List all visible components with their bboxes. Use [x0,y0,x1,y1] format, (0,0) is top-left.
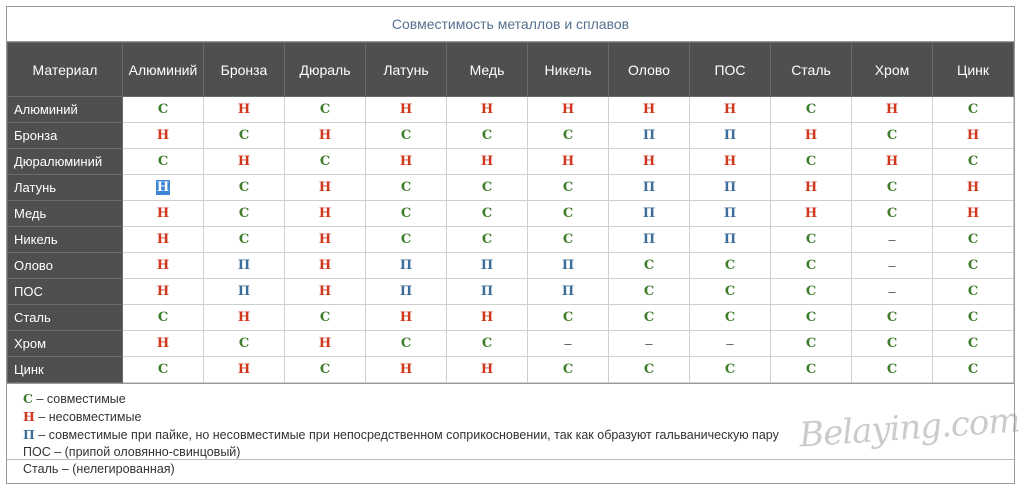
cell-value: С [724,362,736,377]
table-cell [528,253,609,279]
row-header: Хром [8,331,123,357]
cell-value: Н [156,206,170,221]
cell-value: Н [480,154,494,169]
table-cell [366,253,447,279]
table-cell [204,253,285,279]
table-cell [285,175,366,201]
cell-value: Н [399,154,413,169]
table-cell [609,97,690,123]
cell-value: С [157,310,169,325]
table-row [8,123,1014,149]
cell-value: С [319,310,331,325]
cell-value: Н [885,154,899,169]
table-cell [447,279,528,305]
column-header: Сталь [771,43,852,97]
cell-value: П [642,232,656,247]
table-cell [528,149,609,175]
cell-value: С [562,180,574,195]
cell-value: Н [318,180,332,195]
table-cell [771,201,852,227]
table-cell [690,331,771,357]
cell-value: С [481,206,493,221]
table-cell [528,123,609,149]
cell-value: С [481,336,493,351]
cell-value: С [967,154,979,169]
table-cell [852,279,933,305]
cell-value: С [562,362,574,377]
table-cell [123,149,204,175]
cell-value: С [805,310,817,325]
column-header: Олово [609,43,690,97]
table-cell [447,227,528,253]
cell-value: С [400,180,412,195]
table-cell [123,175,204,201]
table-cell [771,175,852,201]
cell-value: С [643,258,655,273]
table-cell [366,357,447,383]
cell-value: – [726,335,734,351]
table-cell [285,123,366,149]
cell-value: Н [804,128,818,143]
cell-value: С [805,154,817,169]
cell-value: С [562,310,574,325]
table-cell [204,175,285,201]
table-cell [204,201,285,227]
cell-value: С [481,180,493,195]
row-header: Дюралюминий [8,149,123,175]
table-cell [123,227,204,253]
table-cell [204,357,285,383]
legend-item-solder [23,426,1014,444]
table-caption: Совместимость металлов и сплавов [7,7,1014,42]
table-cell [771,279,852,305]
table-cell [285,253,366,279]
table-cell [123,253,204,279]
table-cell [447,97,528,123]
row-header: Медь [8,201,123,227]
cell-value: С [805,258,817,273]
table-cell [204,279,285,305]
cell-value: С [319,102,331,117]
table-cell [690,279,771,305]
table-cell [447,253,528,279]
cell-value: С [805,102,817,117]
cell-value: Н [318,232,332,247]
column-header: Медь [447,43,528,97]
row-header: Сталь [8,305,123,331]
column-header: Дюраль [285,43,366,97]
cell-value: П [399,284,413,299]
cell-value: П [642,128,656,143]
table-body [8,97,1014,383]
cell-value: С [481,232,493,247]
table-cell [852,201,933,227]
column-header: ПОС [690,43,771,97]
table-cell [123,279,204,305]
table-cell [690,201,771,227]
cell-value: Н [156,284,170,299]
legend-text-incompatible: – несовместимые [34,410,142,424]
table-cell [609,305,690,331]
table-cell [366,227,447,253]
cell-value: – [888,257,896,273]
table-cell [933,357,1014,383]
watermark-logo: Belaying.com [798,400,1022,456]
table-cell [852,305,933,331]
cell-value: С [238,128,250,143]
table-cell [285,201,366,227]
table-row [8,227,1014,253]
cell-value: Н [480,102,494,117]
table-row [8,331,1014,357]
table-cell [609,331,690,357]
table-cell [285,331,366,357]
table-cell [366,201,447,227]
cell-value: Н [156,180,170,195]
cell-value: П [399,258,413,273]
cell-value: Н [237,154,251,169]
table-cell [933,175,1014,201]
cell-value: Н [804,180,818,195]
compatibility-table-frame [6,6,1015,484]
cell-value: С [967,258,979,273]
table-cell [609,357,690,383]
cell-value: С [400,232,412,247]
cell-value: П [561,284,575,299]
table-row [8,201,1014,227]
cell-value: Н [723,102,737,117]
legend-symbol-solder: П [23,427,35,442]
cell-value: Н [480,310,494,325]
table-cell [771,97,852,123]
table-cell [690,97,771,123]
cell-value: Н [237,310,251,325]
table-cell [690,253,771,279]
cell-value: С [562,232,574,247]
cell-value: С [886,336,898,351]
legend-text-compatible: – совместимые [32,392,126,406]
cell-value: С [886,180,898,195]
cell-value: Н [318,258,332,273]
table-cell [285,97,366,123]
table-cell [123,357,204,383]
cell-value: С [967,310,979,325]
cell-value: С [319,154,331,169]
cell-value: С [643,284,655,299]
cell-value: Н [318,206,332,221]
table-cell [852,253,933,279]
cell-value: Н [318,284,332,299]
cell-value: Н [156,128,170,143]
cell-value: С [238,180,250,195]
cell-value: Н [399,362,413,377]
table-row [8,97,1014,123]
table-cell [690,227,771,253]
table-row [8,253,1014,279]
cell-value: С [967,232,979,247]
table-cell [771,357,852,383]
cell-value: С [157,102,169,117]
cell-value: П [561,258,575,273]
cell-value: Н [723,154,737,169]
cell-value: С [400,336,412,351]
cell-value: П [723,232,737,247]
table-cell [690,305,771,331]
table-cell [285,357,366,383]
table-cell [366,123,447,149]
table-cell [609,175,690,201]
table-cell [204,305,285,331]
cell-value: Н [966,128,980,143]
table-cell [528,331,609,357]
row-header: Никель [8,227,123,253]
cell-value: С [238,206,250,221]
table-cell [933,305,1014,331]
table-cell [447,331,528,357]
column-header: Алюминий [123,43,204,97]
table-cell [771,305,852,331]
column-header-material: Материал [8,43,123,97]
table-cell [771,227,852,253]
table-cell [609,201,690,227]
legend-note-pos: ПОС – (припой оловянно-свинцовый) [23,445,241,459]
column-header: Хром [852,43,933,97]
column-header: Латунь [366,43,447,97]
cell-value: Н [156,258,170,273]
table-cell [771,123,852,149]
cell-value: Н [966,180,980,195]
table-cell [528,201,609,227]
cell-value: Н [237,362,251,377]
cell-value: С [238,336,250,351]
cell-value: С [724,310,736,325]
table-cell [528,227,609,253]
row-header: Бронза [8,123,123,149]
cell-value: С [805,336,817,351]
table-cell [609,123,690,149]
table-cell [852,331,933,357]
cell-value: – [645,335,653,351]
cell-value: С [643,362,655,377]
table-row [8,175,1014,201]
table-cell [852,227,933,253]
table-cell [690,123,771,149]
column-header: Цинк [933,43,1014,97]
cell-value: П [642,180,656,195]
cell-value: Н [561,154,575,169]
table-cell [933,331,1014,357]
cell-value: С [562,206,574,221]
table-cell [609,149,690,175]
table-cell [852,97,933,123]
cell-value: С [805,232,817,247]
cell-value: Н [399,102,413,117]
table-cell [528,279,609,305]
table-row [8,149,1014,175]
table-cell [447,201,528,227]
cell-value: Н [642,154,656,169]
cell-value: С [319,362,331,377]
cell-value: С [967,362,979,377]
row-header: Алюминий [8,97,123,123]
table-cell [204,149,285,175]
cell-value: С [724,284,736,299]
cell-value: С [157,362,169,377]
table-cell [852,357,933,383]
table-cell [528,175,609,201]
cell-value: Н [804,206,818,221]
header-row [8,43,1014,97]
cell-value: Н [399,310,413,325]
row-header: ПОС [8,279,123,305]
table-cell [285,305,366,331]
table-cell [285,227,366,253]
cell-value: Н [561,102,575,117]
cell-value: С [967,102,979,117]
cell-value: С [238,232,250,247]
legend-symbol-compatible: С [23,391,33,406]
cell-value: С [886,362,898,377]
cell-value: С [562,128,574,143]
cell-value: С [724,258,736,273]
table-cell [933,123,1014,149]
cell-value: П [642,206,656,221]
table-cell [447,149,528,175]
table-cell [123,97,204,123]
cell-value: – [564,335,572,351]
table-cell [528,305,609,331]
legend-item-compatible [23,390,1014,408]
table-cell [528,97,609,123]
table-cell [771,253,852,279]
table-cell [366,149,447,175]
cell-value: – [888,283,896,299]
legend-symbol-incompatible: Н [23,409,35,424]
cell-value: – [888,231,896,247]
cell-value: П [480,258,494,273]
cell-value: Н [156,232,170,247]
table-cell [690,175,771,201]
cell-value: Н [318,336,332,351]
table-cell [933,279,1014,305]
cell-value: Н [642,102,656,117]
cell-value: С [400,128,412,143]
table-cell [609,253,690,279]
table-cell [123,305,204,331]
compatibility-table [7,42,1014,383]
cell-value: С [967,336,979,351]
column-header: Бронза [204,43,285,97]
cell-value: С [886,128,898,143]
table-cell [771,149,852,175]
cell-value: П [723,128,737,143]
cell-value: С [481,128,493,143]
table-cell [204,331,285,357]
row-header: Цинк [8,357,123,383]
table-cell [285,279,366,305]
table-cell [123,123,204,149]
table-cell [690,357,771,383]
table-cell [447,123,528,149]
table-cell [447,305,528,331]
cell-value: С [157,154,169,169]
cell-value: П [237,284,251,299]
table-cell [285,149,366,175]
cell-value: Н [480,362,494,377]
cell-value: С [400,206,412,221]
row-header: Олово [8,253,123,279]
table-cell [528,357,609,383]
legend-divider [7,459,1014,460]
cell-value: С [886,206,898,221]
cell-value: П [723,180,737,195]
cell-value: Н [237,102,251,117]
table-cell [852,175,933,201]
table-cell [447,175,528,201]
table-cell [771,331,852,357]
cell-value: С [805,284,817,299]
table-cell [852,123,933,149]
table-cell [609,279,690,305]
legend-item-incompatible [23,408,1014,426]
cell-value: П [480,284,494,299]
table-row [8,357,1014,383]
table-row [8,305,1014,331]
table-cell [933,253,1014,279]
table-cell [123,331,204,357]
table-cell [447,357,528,383]
cell-value: С [643,310,655,325]
cell-value: Н [156,336,170,351]
table-cell [366,175,447,201]
legend [7,383,1014,483]
table-cell [204,97,285,123]
cell-value: Н [318,128,332,143]
table-cell [690,149,771,175]
legend-text-solder: – совместимые при пайке, но несовместимые при непосредственном соприкосновении, так как образуют гальваническую пару [34,428,779,442]
cell-value: П [723,206,737,221]
cell-value: Н [885,102,899,117]
cell-value: С [886,310,898,325]
table-cell [933,201,1014,227]
cell-value: Н [966,206,980,221]
legend-note-steel: Сталь – (нелегированная) [23,462,175,476]
table-cell [933,149,1014,175]
cell-value: С [967,284,979,299]
table-cell [609,227,690,253]
cell-value: П [237,258,251,273]
table-cell [852,149,933,175]
row-header: Латунь [8,175,123,201]
table-cell [366,279,447,305]
table-cell [933,97,1014,123]
cell-value: С [805,362,817,377]
table-cell [366,305,447,331]
table-cell [366,331,447,357]
table-cell [204,123,285,149]
table-cell [123,201,204,227]
column-header: Никель [528,43,609,97]
table-cell [204,227,285,253]
table-row [8,279,1014,305]
table-cell [366,97,447,123]
table-cell [933,227,1014,253]
